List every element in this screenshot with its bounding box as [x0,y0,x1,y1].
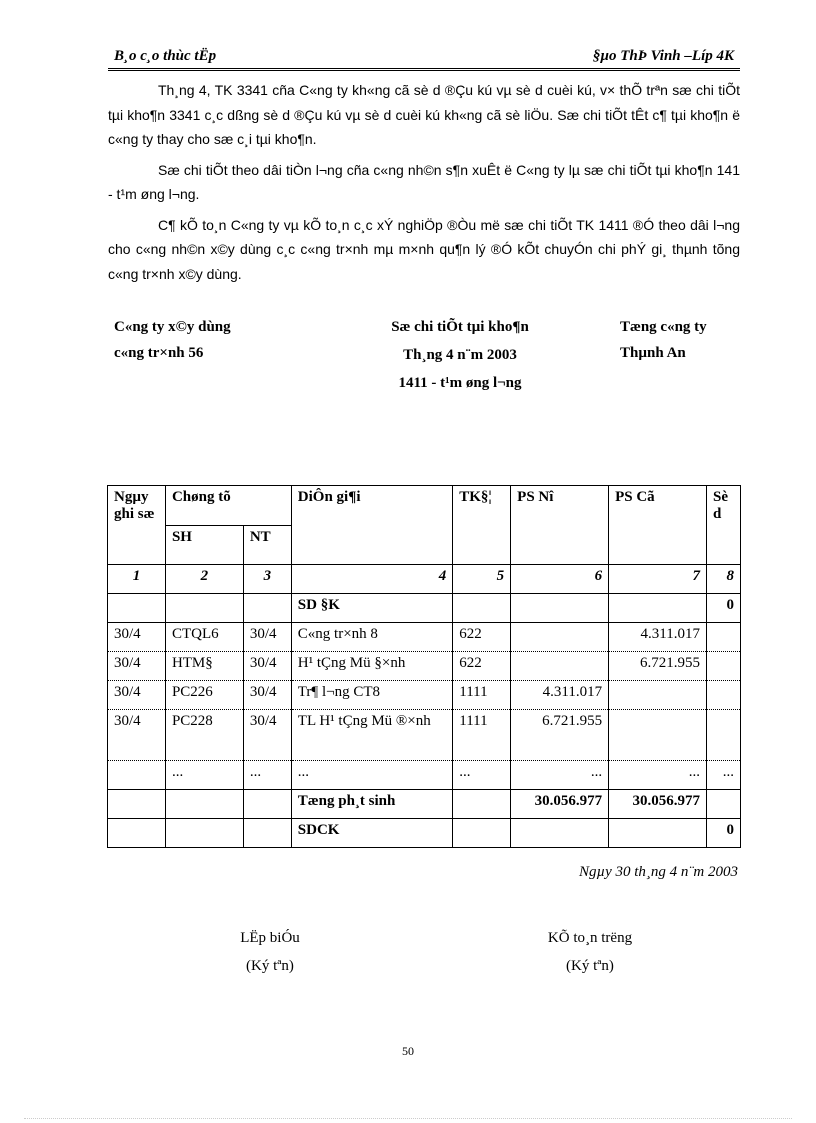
col-header-date: Ngµy ghi sæ [108,486,166,565]
table-row: 30/4 HTM§ 30/4 H¹ tÇng Mü §×nh 622 6.721.955 [108,652,741,681]
signature-preparer: LËp biÓu (Ký tªn) [240,930,300,974]
table-row: 30/4 CTQL6 30/4 C«ng tr×nh 8 622 4.311.017 [108,623,741,652]
company-name: C«ng ty x©y dùng c«ng tr×nh 56 [114,319,231,361]
page-number: 50 [402,1044,414,1058]
body-text [108,78,740,292]
paragraph: C¶ kÕ to¸n C«ng ty vµ kÕ to¸n c¸c xÝ nghiÖp ®Òu më sæ chi tiÕt TK 1411 ®Ó theo dâi l¬ng cho c«ng nh©n x©y dùng c¸c c«ng tr×nh mµ m×nh qu¶n lý ®Ó kÕt chuyÓn chi phÝ gi¸ thµnh tõng c«ng tr×nh x©y dùng. [108,216,740,282]
total-row: Tæng ph¸t sinh 30.056.977 30.056.977 [108,790,741,819]
col-header-balance: Sè d [706,486,740,565]
paragraph: Sæ chi tiÕt theo dâi tiÒn l¬ng cña c«ng nh©n s¶n xuÊt ë C«ng ty lµ sæ chi tiÕt tµi kho¶n 141 - t¹m øng l¬ng. [108,161,740,202]
col-header-nt: NT [243,525,291,565]
page-header [108,48,740,71]
header-right-author: §µo ThÞ Vinh –Líp 4K [592,48,734,64]
signing-date: Ngµy 30 th¸ng 4 n¨m 2003 [578,864,738,880]
col-header-credit: PS Cã [609,486,707,565]
table-row: 30/4 PC226 30/4 Tr¶ l¬ng CT8 1111 4.311.017 [108,681,741,710]
table-header-row [108,486,741,526]
ledger-table [107,485,741,848]
ellipsis-row: ... ... ... ... ... ... ... [108,761,741,790]
col-header-debit: PS Nî [511,486,609,565]
opening-balance-row: SD §K 0 [108,594,741,623]
ledger-title: Sæ chi tiÕt tµi kho¶n Th¸ng 4 n¨m 2003 1411 - t¹m øng l¬ng [391,319,529,391]
col-header-voucher: Chøng tõ [165,486,291,526]
header-left-title: B¸o c¸o thùc tËp [114,48,217,64]
col-header-desc: DiÔn gi¶i [291,486,452,565]
closing-balance-row: SDCK 0 [108,819,741,848]
paragraph: Th¸ng 4, TK 3341 cña C«ng ty kh«ng cã sè d ®Çu kú vµ sè d cuèi kú, v× thÕ trªn sæ chi tiÕt tµi kho¶n 3341 c¸c dßng sè d ®Çu kú vµ sè d cuèi kú kh«ng cã sè liÖu. Sæ chi tiÕt tÊt c¶ tµi kho¶n ë c«ng ty thay cho sæ c¸i tµi kho¶n. [108,82,740,147]
signature-chief-accountant: KÕ to¸n trëng (Ký tªn) [547,930,633,974]
col-header-sh: SH [165,525,243,565]
parent-company: Tæng c«ng ty Thµnh An [620,319,707,361]
table-row: 30/4 PC228 30/4 TL H¹ tÇng Mü ®×nh 1111 6.721.955 [108,710,741,761]
column-number-row: 1 2 3 4 5 6 7 8 [108,565,741,594]
page-bottom-divider [24,1118,792,1119]
col-header-acct: TK§¦ [453,486,511,565]
